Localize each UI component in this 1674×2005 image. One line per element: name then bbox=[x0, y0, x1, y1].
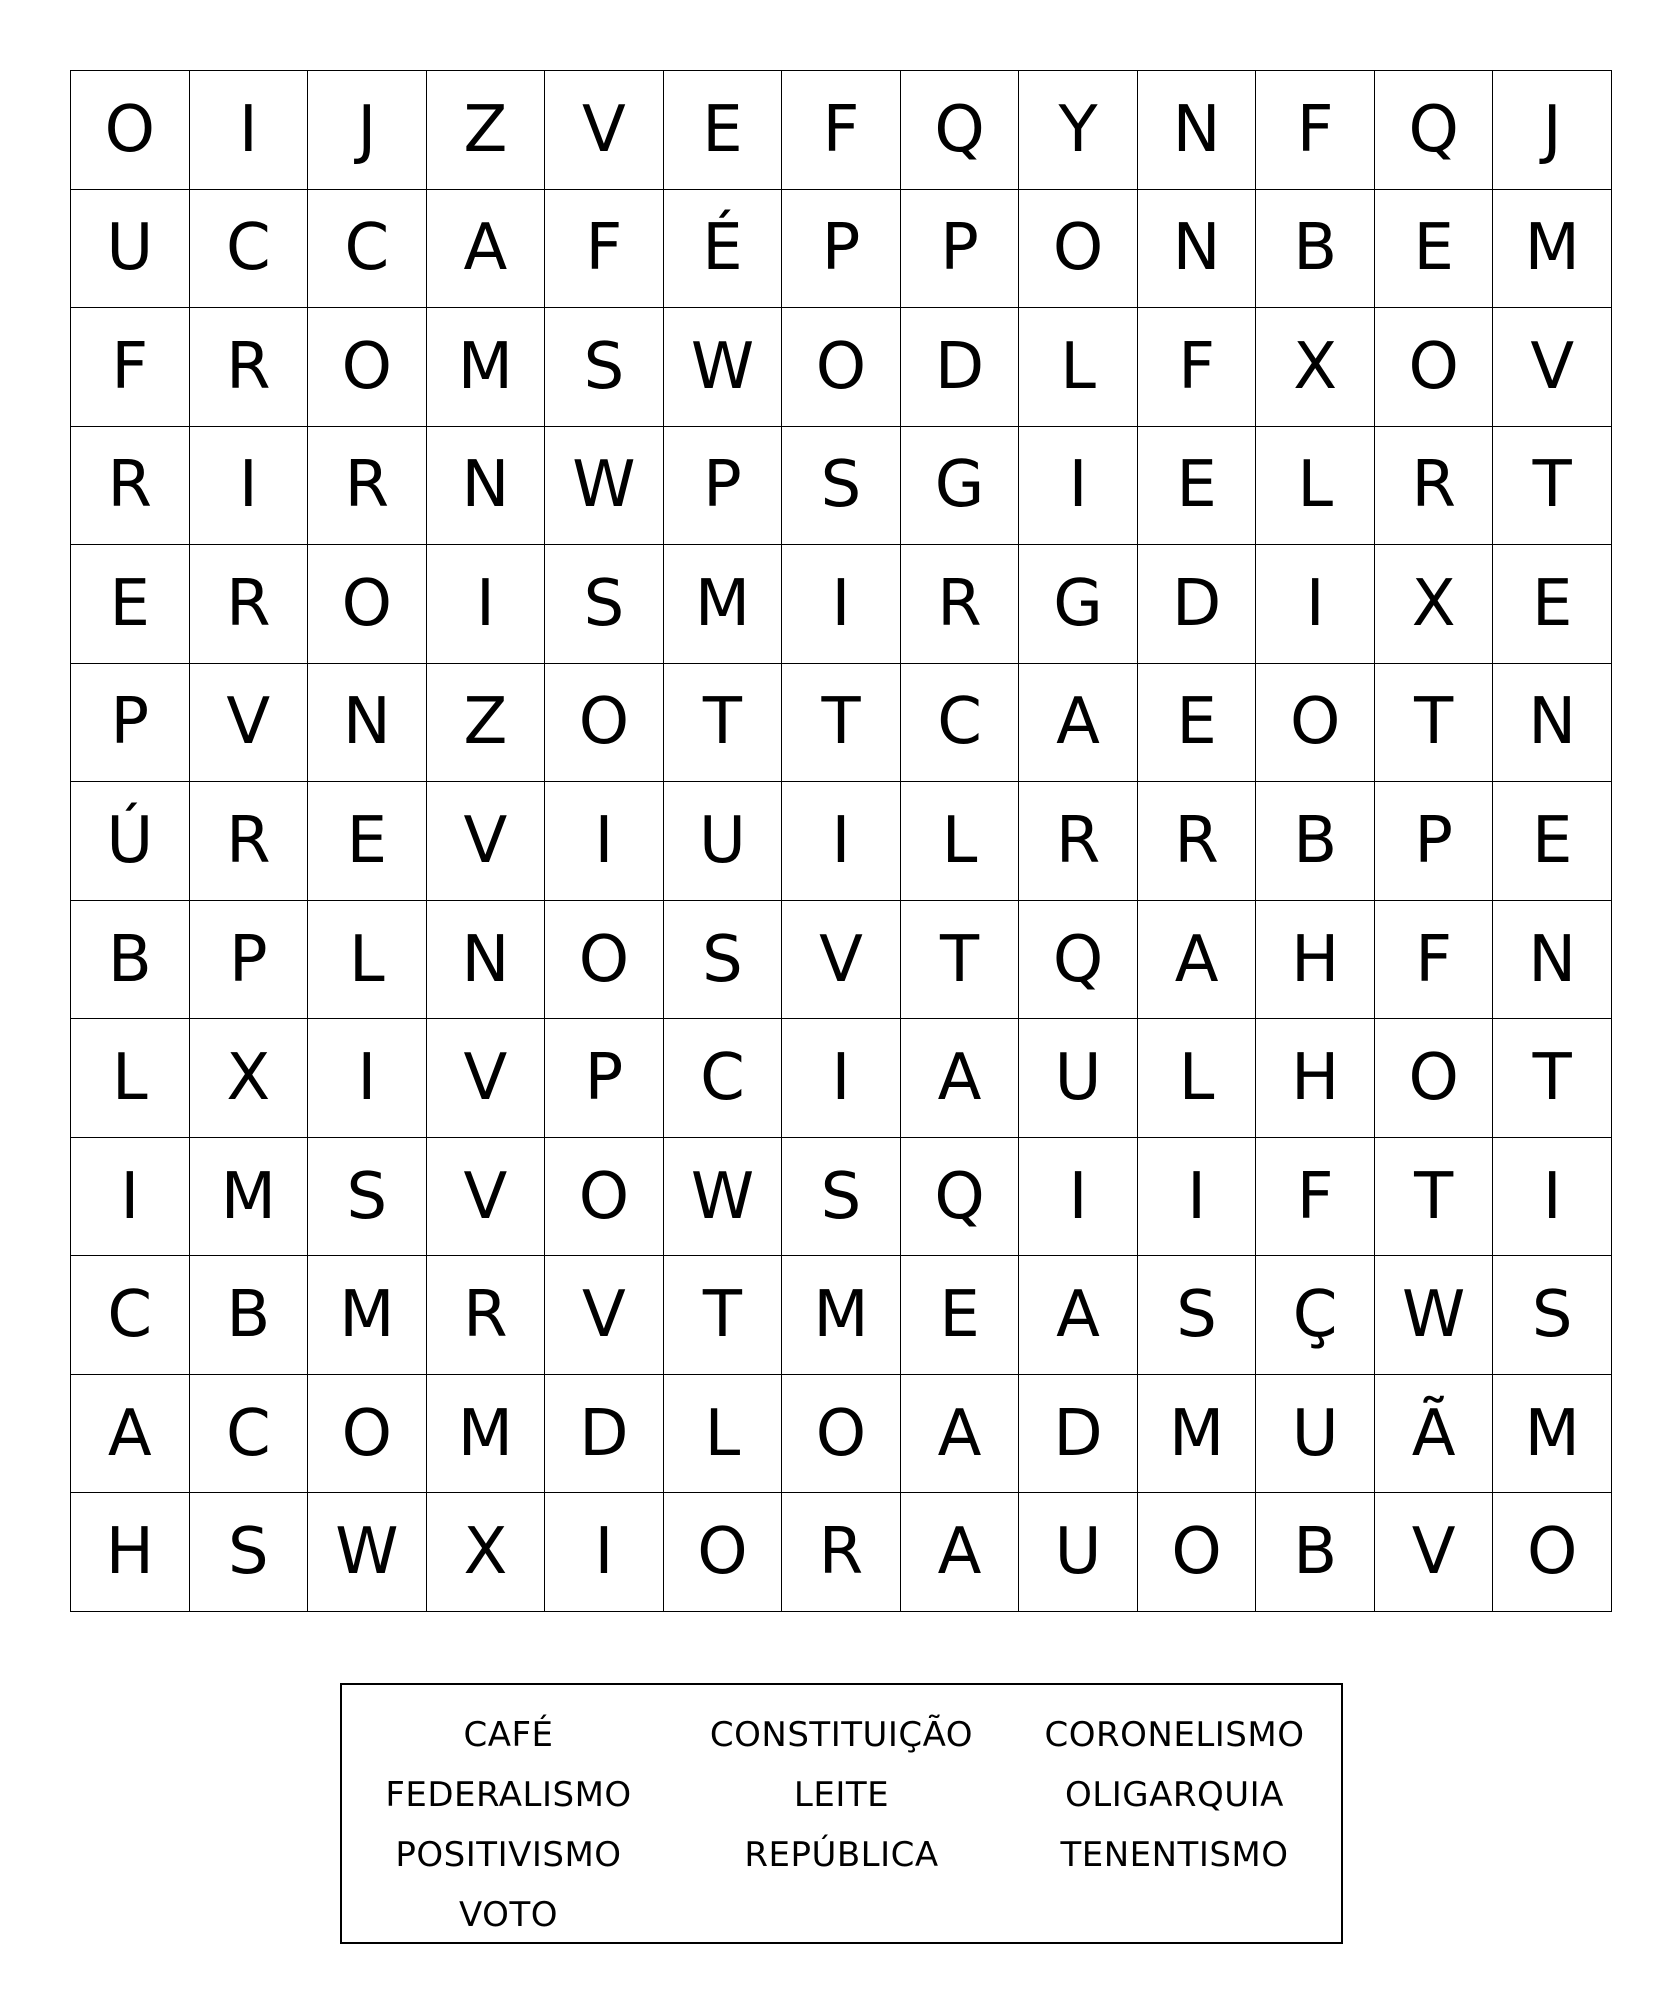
grid-cell[interactable]: O bbox=[308, 1375, 427, 1494]
grid-cell[interactable]: V bbox=[545, 71, 664, 190]
grid-cell[interactable]: I bbox=[1493, 1138, 1612, 1257]
grid-cell[interactable]: W bbox=[664, 1138, 783, 1257]
grid-cell[interactable]: R bbox=[901, 545, 1020, 664]
grid-cell[interactable]: R bbox=[190, 308, 309, 427]
grid-cell[interactable]: W bbox=[664, 308, 783, 427]
grid-cell[interactable]: Y bbox=[1019, 71, 1138, 190]
grid-cell[interactable]: R bbox=[190, 782, 309, 901]
grid-cell[interactable]: V bbox=[427, 1019, 546, 1138]
grid-cell[interactable]: C bbox=[190, 190, 309, 309]
letter-grid bbox=[70, 70, 1612, 1612]
grid-cell[interactable]: W bbox=[1375, 1256, 1494, 1375]
word-bank bbox=[340, 1683, 1343, 1944]
grid-cell[interactable]: O bbox=[664, 1493, 783, 1612]
grid-cell[interactable]: F bbox=[71, 308, 190, 427]
grid-cell[interactable]: T bbox=[1493, 427, 1612, 546]
grid-cell[interactable]: N bbox=[1493, 664, 1612, 783]
grid-cell[interactable]: A bbox=[901, 1493, 1020, 1612]
grid-cell[interactable]: O bbox=[1375, 1019, 1494, 1138]
grid-cell[interactable]: F bbox=[1256, 71, 1375, 190]
grid-cell[interactable]: O bbox=[1019, 190, 1138, 309]
grid-cell[interactable]: R bbox=[427, 1256, 546, 1375]
grid-cell[interactable]: S bbox=[190, 1493, 309, 1612]
grid-cell[interactable]: H bbox=[1256, 1019, 1375, 1138]
grid-cell[interactable]: C bbox=[190, 1375, 309, 1494]
grid-cell[interactable]: L bbox=[664, 1375, 783, 1494]
grid-cell[interactable]: N bbox=[308, 664, 427, 783]
grid-cell[interactable]: S bbox=[1138, 1256, 1257, 1375]
word-bank-item: OLIGARQUIA bbox=[1065, 1775, 1284, 1815]
grid-cell[interactable]: X bbox=[190, 1019, 309, 1138]
grid-cell[interactable]: B bbox=[1256, 782, 1375, 901]
grid-cell[interactable]: V bbox=[545, 1256, 664, 1375]
grid-cell[interactable]: I bbox=[545, 1493, 664, 1612]
grid-cell[interactable]: G bbox=[1019, 545, 1138, 664]
grid-cell[interactable]: I bbox=[71, 1138, 190, 1257]
grid-cell[interactable]: V bbox=[1493, 308, 1612, 427]
grid-cell[interactable]: T bbox=[1493, 1019, 1612, 1138]
grid-cell[interactable]: S bbox=[664, 901, 783, 1020]
grid-cell[interactable]: U bbox=[1256, 1375, 1375, 1494]
grid-cell[interactable]: O bbox=[308, 308, 427, 427]
grid-cell[interactable]: I bbox=[1019, 1138, 1138, 1257]
grid-cell[interactable]: R bbox=[190, 545, 309, 664]
grid-cell[interactable]: T bbox=[664, 664, 783, 783]
grid-cell[interactable]: B bbox=[190, 1256, 309, 1375]
grid-cell[interactable]: B bbox=[71, 901, 190, 1020]
grid-cell[interactable]: F bbox=[1138, 308, 1257, 427]
grid-cell[interactable]: F bbox=[545, 190, 664, 309]
word-bank-item: VOTO bbox=[459, 1895, 558, 1935]
grid-cell[interactable]: W bbox=[308, 1493, 427, 1612]
grid-cell[interactable]: E bbox=[1375, 190, 1494, 309]
grid-cell[interactable]: C bbox=[901, 664, 1020, 783]
grid-cell[interactable]: L bbox=[1138, 1019, 1257, 1138]
grid-cell[interactable]: W bbox=[545, 427, 664, 546]
grid-cell[interactable]: I bbox=[1019, 427, 1138, 546]
grid-cell[interactable]: D bbox=[901, 308, 1020, 427]
grid-cell[interactable]: O bbox=[1138, 1493, 1257, 1612]
grid-cell[interactable]: E bbox=[308, 782, 427, 901]
grid-cell[interactable]: J bbox=[1493, 71, 1612, 190]
grid-cell[interactable]: D bbox=[545, 1375, 664, 1494]
grid-cell[interactable]: C bbox=[71, 1256, 190, 1375]
grid-cell[interactable]: R bbox=[1019, 782, 1138, 901]
grid-cell[interactable]: P bbox=[782, 190, 901, 309]
grid-cell[interactable]: E bbox=[1138, 664, 1257, 783]
grid-cell[interactable]: R bbox=[1138, 782, 1257, 901]
grid-cell[interactable]: O bbox=[782, 308, 901, 427]
grid-cell[interactable]: Ã bbox=[1375, 1375, 1494, 1494]
grid-cell[interactable]: Q bbox=[1375, 71, 1494, 190]
grid-cell[interactable]: Q bbox=[1019, 901, 1138, 1020]
grid-cell[interactable]: N bbox=[427, 427, 546, 546]
grid-cell[interactable]: I bbox=[782, 545, 901, 664]
grid-cell[interactable]: L bbox=[71, 1019, 190, 1138]
grid-cell[interactable]: I bbox=[545, 782, 664, 901]
grid-cell[interactable]: I bbox=[1138, 1138, 1257, 1257]
grid-cell[interactable]: L bbox=[901, 782, 1020, 901]
grid-cell[interactable]: Q bbox=[901, 71, 1020, 190]
grid-cell[interactable]: V bbox=[1375, 1493, 1494, 1612]
grid-cell[interactable]: Z bbox=[427, 71, 546, 190]
grid-cell[interactable]: C bbox=[664, 1019, 783, 1138]
grid-cell[interactable]: T bbox=[901, 901, 1020, 1020]
grid-cell[interactable]: X bbox=[1256, 308, 1375, 427]
grid-cell[interactable]: É bbox=[664, 190, 783, 309]
grid-cell[interactable]: F bbox=[1256, 1138, 1375, 1257]
grid-cell[interactable]: O bbox=[1256, 664, 1375, 783]
grid-cell[interactable]: I bbox=[427, 545, 546, 664]
word-bank-item: TENENTISMO bbox=[1060, 1835, 1289, 1875]
grid-cell[interactable]: L bbox=[1256, 427, 1375, 546]
grid-cell[interactable]: M bbox=[1493, 190, 1612, 309]
grid-cell[interactable]: O bbox=[782, 1375, 901, 1494]
grid-cell[interactable]: L bbox=[1019, 308, 1138, 427]
grid-cell[interactable]: U bbox=[71, 190, 190, 309]
grid-cell[interactable]: V bbox=[427, 782, 546, 901]
grid-cell[interactable]: N bbox=[1138, 190, 1257, 309]
grid-cell[interactable]: I bbox=[782, 782, 901, 901]
grid-cell[interactable]: E bbox=[1493, 545, 1612, 664]
grid-cell[interactable]: Ç bbox=[1256, 1256, 1375, 1375]
word-bank-item: CONSTITUIÇÃO bbox=[709, 1715, 974, 1755]
grid-cell[interactable]: P bbox=[71, 664, 190, 783]
grid-cell[interactable]: Ú bbox=[71, 782, 190, 901]
grid-cell[interactable]: O bbox=[1375, 308, 1494, 427]
grid-cell[interactable]: A bbox=[901, 1019, 1020, 1138]
grid-cell[interactable]: G bbox=[901, 427, 1020, 546]
grid-cell[interactable]: S bbox=[545, 308, 664, 427]
grid-cell[interactable]: M bbox=[1493, 1375, 1612, 1494]
grid-cell[interactable]: C bbox=[308, 190, 427, 309]
grid-cell[interactable]: F bbox=[1375, 901, 1494, 1020]
grid-cell[interactable]: R bbox=[71, 427, 190, 546]
grid-cell[interactable]: O bbox=[545, 1138, 664, 1257]
grid-cell[interactable]: J bbox=[308, 71, 427, 190]
grid-cell[interactable]: P bbox=[545, 1019, 664, 1138]
grid-cell[interactable]: E bbox=[664, 71, 783, 190]
grid-cell[interactable]: H bbox=[71, 1493, 190, 1612]
word-bank-item: CAFÉ bbox=[463, 1715, 554, 1755]
grid-cell[interactable]: N bbox=[1138, 71, 1257, 190]
grid-cell[interactable]: M bbox=[664, 545, 783, 664]
grid-cell[interactable]: E bbox=[71, 545, 190, 664]
grid-cell[interactable]: A bbox=[1138, 901, 1257, 1020]
grid-cell[interactable]: O bbox=[1493, 1493, 1612, 1612]
grid-cell[interactable]: B bbox=[1256, 190, 1375, 309]
grid-cell[interactable]: M bbox=[427, 308, 546, 427]
grid-cell[interactable]: M bbox=[308, 1256, 427, 1375]
grid-cell[interactable]: V bbox=[190, 664, 309, 783]
grid-cell[interactable]: N bbox=[427, 901, 546, 1020]
grid-cell[interactable]: S bbox=[782, 427, 901, 546]
grid-cell[interactable]: P bbox=[664, 427, 783, 546]
grid-cell[interactable]: P bbox=[1375, 782, 1494, 901]
grid-cell[interactable]: H bbox=[1256, 901, 1375, 1020]
word-bank-item: POSITIVISMO bbox=[395, 1835, 622, 1875]
grid-cell[interactable]: O bbox=[545, 901, 664, 1020]
grid-cell[interactable]: E bbox=[1138, 427, 1257, 546]
grid-cell[interactable]: O bbox=[308, 545, 427, 664]
grid-cell[interactable]: U bbox=[1019, 1493, 1138, 1612]
word-bank-item: REPÚBLICA bbox=[744, 1835, 939, 1875]
grid-cell[interactable]: S bbox=[782, 1138, 901, 1257]
grid-cell[interactable]: Q bbox=[901, 1138, 1020, 1257]
grid-cell[interactable]: V bbox=[782, 901, 901, 1020]
grid-cell[interactable]: M bbox=[1138, 1375, 1257, 1494]
grid-cell[interactable]: I bbox=[190, 427, 309, 546]
grid-cell[interactable]: A bbox=[71, 1375, 190, 1494]
grid-cell[interactable]: I bbox=[308, 1019, 427, 1138]
grid-cell[interactable]: M bbox=[782, 1256, 901, 1375]
grid-cell[interactable]: I bbox=[782, 1019, 901, 1138]
grid-cell[interactable]: F bbox=[782, 71, 901, 190]
grid-cell[interactable]: D bbox=[1019, 1375, 1138, 1494]
grid-cell[interactable]: A bbox=[1019, 664, 1138, 783]
grid-cell[interactable]: X bbox=[427, 1493, 546, 1612]
grid-cell[interactable]: N bbox=[1493, 901, 1612, 1020]
grid-cell[interactable]: U bbox=[1019, 1019, 1138, 1138]
grid-cell[interactable]: P bbox=[190, 901, 309, 1020]
grid-cell[interactable]: A bbox=[427, 190, 546, 309]
grid-cell[interactable]: T bbox=[664, 1256, 783, 1375]
grid-cell[interactable]: M bbox=[427, 1375, 546, 1494]
grid-cell[interactable]: A bbox=[1019, 1256, 1138, 1375]
grid-cell[interactable]: R bbox=[308, 427, 427, 546]
word-bank-item: CORONELISMO bbox=[1044, 1715, 1305, 1755]
grid-cell[interactable]: R bbox=[782, 1493, 901, 1612]
grid-cell[interactable]: D bbox=[1138, 545, 1257, 664]
grid-cell[interactable]: P bbox=[901, 190, 1020, 309]
grid-cell[interactable]: Z bbox=[427, 664, 546, 783]
grid-cell[interactable]: S bbox=[308, 1138, 427, 1257]
grid-cell[interactable]: M bbox=[190, 1138, 309, 1257]
grid-cell[interactable]: I bbox=[190, 71, 309, 190]
grid-cell[interactable]: X bbox=[1375, 545, 1494, 664]
grid-cell[interactable]: T bbox=[1375, 664, 1494, 783]
word-bank-item: FEDERALISMO bbox=[385, 1775, 632, 1815]
grid-cell[interactable]: U bbox=[664, 782, 783, 901]
grid-cell[interactable]: L bbox=[308, 901, 427, 1020]
grid-cell[interactable]: R bbox=[1375, 427, 1494, 546]
grid-cell[interactable]: V bbox=[427, 1138, 546, 1257]
grid-cell[interactable]: T bbox=[782, 664, 901, 783]
grid-cell[interactable]: E bbox=[901, 1256, 1020, 1375]
grid-cell[interactable]: S bbox=[545, 545, 664, 664]
word-bank-item: LEITE bbox=[793, 1775, 890, 1815]
grid-cell[interactable]: A bbox=[901, 1375, 1020, 1494]
grid-cell[interactable]: O bbox=[545, 664, 664, 783]
grid-cell[interactable]: B bbox=[1256, 1493, 1375, 1612]
grid-cell[interactable]: O bbox=[71, 71, 190, 190]
grid-cell[interactable]: S bbox=[1493, 1256, 1612, 1375]
grid-cell[interactable]: I bbox=[1256, 545, 1375, 664]
grid-cell[interactable]: E bbox=[1493, 782, 1612, 901]
grid-cell[interactable]: T bbox=[1375, 1138, 1494, 1257]
